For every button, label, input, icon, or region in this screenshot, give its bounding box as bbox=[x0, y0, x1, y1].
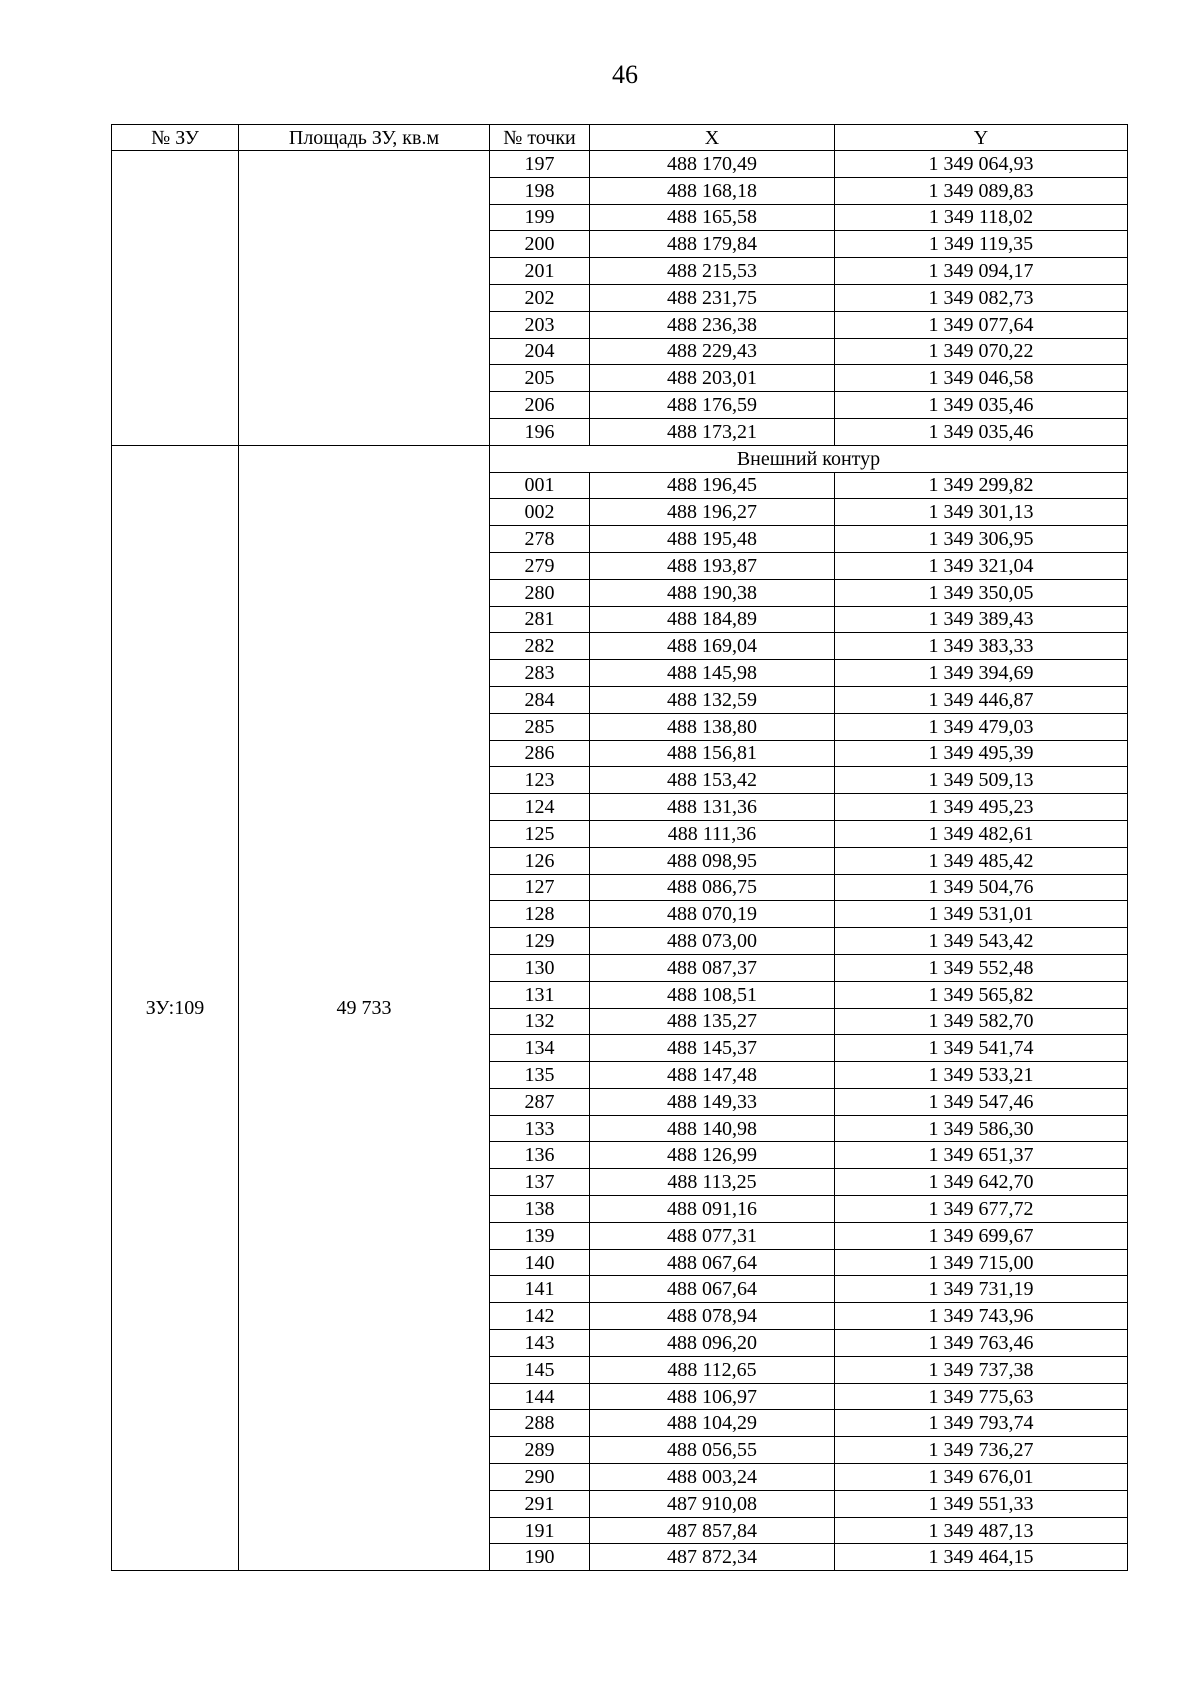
y-coordinate-cell: 1 349 119,35 bbox=[835, 231, 1128, 258]
coordinates-table bbox=[111, 124, 1128, 1571]
point-number-cell: 285 bbox=[490, 713, 590, 740]
x-coordinate-cell: 488 126,99 bbox=[590, 1142, 835, 1169]
point-number-cell: 127 bbox=[490, 874, 590, 901]
point-number-cell: 289 bbox=[490, 1437, 590, 1464]
x-coordinate-cell: 488 165,58 bbox=[590, 204, 835, 231]
x-coordinate-cell: 488 145,98 bbox=[590, 660, 835, 687]
y-coordinate-cell: 1 349 464,15 bbox=[835, 1544, 1128, 1571]
y-coordinate-cell: 1 349 485,42 bbox=[835, 847, 1128, 874]
x-coordinate-cell: 488 215,53 bbox=[590, 258, 835, 285]
y-coordinate-cell: 1 349 299,82 bbox=[835, 472, 1128, 499]
point-number-cell: 140 bbox=[490, 1249, 590, 1276]
point-number-cell: 279 bbox=[490, 552, 590, 579]
header-parcel-number: № ЗУ bbox=[112, 125, 239, 151]
x-coordinate-cell: 487 857,84 bbox=[590, 1517, 835, 1544]
point-number-cell: 123 bbox=[490, 767, 590, 794]
point-number-cell: 287 bbox=[490, 1088, 590, 1115]
x-coordinate-cell: 488 078,94 bbox=[590, 1303, 835, 1330]
y-coordinate-cell: 1 349 046,58 bbox=[835, 365, 1128, 392]
y-coordinate-cell: 1 349 035,46 bbox=[835, 418, 1128, 445]
parcel-area-cell: 49 733 bbox=[239, 445, 490, 1570]
point-number-cell: 138 bbox=[490, 1196, 590, 1223]
x-coordinate-cell: 488 003,24 bbox=[590, 1464, 835, 1491]
point-number-cell: 288 bbox=[490, 1410, 590, 1437]
y-coordinate-cell: 1 349 743,96 bbox=[835, 1303, 1128, 1330]
parcel-number-cell bbox=[112, 151, 239, 446]
point-number-cell: 136 bbox=[490, 1142, 590, 1169]
point-number-cell: 139 bbox=[490, 1222, 590, 1249]
y-coordinate-cell: 1 349 793,74 bbox=[835, 1410, 1128, 1437]
point-number-cell: 141 bbox=[490, 1276, 590, 1303]
x-coordinate-cell: 488 229,43 bbox=[590, 338, 835, 365]
y-coordinate-cell: 1 349 394,69 bbox=[835, 660, 1128, 687]
x-coordinate-cell: 488 135,27 bbox=[590, 1008, 835, 1035]
point-number-cell: 201 bbox=[490, 258, 590, 285]
x-coordinate-cell: 488 098,95 bbox=[590, 847, 835, 874]
point-number-cell: 199 bbox=[490, 204, 590, 231]
y-coordinate-cell: 1 349 552,48 bbox=[835, 954, 1128, 981]
y-coordinate-cell: 1 349 543,42 bbox=[835, 928, 1128, 955]
y-coordinate-cell: 1 349 676,01 bbox=[835, 1464, 1128, 1491]
point-number-cell: 135 bbox=[490, 1062, 590, 1089]
point-number-cell: 001 bbox=[490, 472, 590, 499]
x-coordinate-cell: 488 193,87 bbox=[590, 552, 835, 579]
y-coordinate-cell: 1 349 495,39 bbox=[835, 740, 1128, 767]
y-coordinate-cell: 1 349 763,46 bbox=[835, 1330, 1128, 1357]
x-coordinate-cell: 488 156,81 bbox=[590, 740, 835, 767]
x-coordinate-cell: 488 067,64 bbox=[590, 1276, 835, 1303]
y-coordinate-cell: 1 349 547,46 bbox=[835, 1088, 1128, 1115]
y-coordinate-cell: 1 349 446,87 bbox=[835, 686, 1128, 713]
y-coordinate-cell: 1 349 582,70 bbox=[835, 1008, 1128, 1035]
x-coordinate-cell: 488 106,97 bbox=[590, 1383, 835, 1410]
point-number-cell: 282 bbox=[490, 633, 590, 660]
point-number-cell: 200 bbox=[490, 231, 590, 258]
x-coordinate-cell: 488 231,75 bbox=[590, 284, 835, 311]
table-body bbox=[112, 151, 1128, 1571]
y-coordinate-cell: 1 349 642,70 bbox=[835, 1169, 1128, 1196]
point-number-cell: 137 bbox=[490, 1169, 590, 1196]
point-number-cell: 126 bbox=[490, 847, 590, 874]
x-coordinate-cell: 488 056,55 bbox=[590, 1437, 835, 1464]
y-coordinate-cell: 1 349 077,64 bbox=[835, 311, 1128, 338]
y-coordinate-cell: 1 349 541,74 bbox=[835, 1035, 1128, 1062]
point-number-cell: 206 bbox=[490, 392, 590, 419]
table-row bbox=[112, 151, 1128, 178]
point-number-cell: 198 bbox=[490, 177, 590, 204]
header-row bbox=[112, 125, 1128, 151]
point-number-cell: 144 bbox=[490, 1383, 590, 1410]
point-number-cell: 290 bbox=[490, 1464, 590, 1491]
y-coordinate-cell: 1 349 118,02 bbox=[835, 204, 1128, 231]
point-number-cell: 134 bbox=[490, 1035, 590, 1062]
y-coordinate-cell: 1 349 383,33 bbox=[835, 633, 1128, 660]
x-coordinate-cell: 488 147,48 bbox=[590, 1062, 835, 1089]
x-coordinate-cell: 488 196,27 bbox=[590, 499, 835, 526]
y-coordinate-cell: 1 349 070,22 bbox=[835, 338, 1128, 365]
x-coordinate-cell: 488 190,38 bbox=[590, 579, 835, 606]
y-coordinate-cell: 1 349 094,17 bbox=[835, 258, 1128, 285]
header-y: Y bbox=[835, 125, 1128, 151]
point-number-cell: 280 bbox=[490, 579, 590, 606]
x-coordinate-cell: 488 104,29 bbox=[590, 1410, 835, 1437]
point-number-cell: 283 bbox=[490, 660, 590, 687]
x-coordinate-cell: 488 112,65 bbox=[590, 1356, 835, 1383]
point-number-cell: 133 bbox=[490, 1115, 590, 1142]
table-header bbox=[112, 125, 1128, 151]
y-coordinate-cell: 1 349 731,19 bbox=[835, 1276, 1128, 1303]
subheader-row bbox=[112, 445, 1128, 472]
y-coordinate-cell: 1 349 082,73 bbox=[835, 284, 1128, 311]
page-number: 46 bbox=[612, 60, 638, 89]
y-coordinate-cell: 1 349 699,67 bbox=[835, 1222, 1128, 1249]
y-coordinate-cell: 1 349 064,93 bbox=[835, 151, 1128, 178]
y-coordinate-cell: 1 349 586,30 bbox=[835, 1115, 1128, 1142]
x-coordinate-cell: 488 077,31 bbox=[590, 1222, 835, 1249]
y-coordinate-cell: 1 349 509,13 bbox=[835, 767, 1128, 794]
point-number-cell: 284 bbox=[490, 686, 590, 713]
x-coordinate-cell: 488 173,21 bbox=[590, 418, 835, 445]
x-coordinate-cell: 488 170,49 bbox=[590, 151, 835, 178]
y-coordinate-cell: 1 349 677,72 bbox=[835, 1196, 1128, 1223]
x-coordinate-cell: 488 132,59 bbox=[590, 686, 835, 713]
point-number-cell: 286 bbox=[490, 740, 590, 767]
y-coordinate-cell: 1 349 533,21 bbox=[835, 1062, 1128, 1089]
point-number-cell: 281 bbox=[490, 606, 590, 633]
y-coordinate-cell: 1 349 089,83 bbox=[835, 177, 1128, 204]
point-number-cell: 129 bbox=[490, 928, 590, 955]
x-coordinate-cell: 487 910,08 bbox=[590, 1490, 835, 1517]
point-number-cell: 203 bbox=[490, 311, 590, 338]
parcel-area-cell bbox=[239, 151, 490, 446]
x-coordinate-cell: 488 138,80 bbox=[590, 713, 835, 740]
point-number-cell: 204 bbox=[490, 338, 590, 365]
y-coordinate-cell: 1 349 495,23 bbox=[835, 794, 1128, 821]
y-coordinate-cell: 1 349 551,33 bbox=[835, 1490, 1128, 1517]
y-coordinate-cell: 1 349 306,95 bbox=[835, 526, 1128, 553]
point-number-cell: 202 bbox=[490, 284, 590, 311]
x-coordinate-cell: 487 872,34 bbox=[590, 1544, 835, 1571]
y-coordinate-cell: 1 349 651,37 bbox=[835, 1142, 1128, 1169]
header-x: X bbox=[590, 125, 835, 151]
point-number-cell: 145 bbox=[490, 1356, 590, 1383]
point-number-cell: 291 bbox=[490, 1490, 590, 1517]
x-coordinate-cell: 488 096,20 bbox=[590, 1330, 835, 1357]
x-coordinate-cell: 488 195,48 bbox=[590, 526, 835, 553]
x-coordinate-cell: 488 169,04 bbox=[590, 633, 835, 660]
y-coordinate-cell: 1 349 321,04 bbox=[835, 552, 1128, 579]
y-coordinate-cell: 1 349 736,27 bbox=[835, 1437, 1128, 1464]
y-coordinate-cell: 1 349 565,82 bbox=[835, 981, 1128, 1008]
y-coordinate-cell: 1 349 504,76 bbox=[835, 874, 1128, 901]
y-coordinate-cell: 1 349 301,13 bbox=[835, 499, 1128, 526]
header-point-number: № точки bbox=[490, 125, 590, 151]
y-coordinate-cell: 1 349 350,05 bbox=[835, 579, 1128, 606]
x-coordinate-cell: 488 091,16 bbox=[590, 1196, 835, 1223]
y-coordinate-cell: 1 349 479,03 bbox=[835, 713, 1128, 740]
y-coordinate-cell: 1 349 775,63 bbox=[835, 1383, 1128, 1410]
y-coordinate-cell: 1 349 531,01 bbox=[835, 901, 1128, 928]
x-coordinate-cell: 488 073,00 bbox=[590, 928, 835, 955]
x-coordinate-cell: 488 067,64 bbox=[590, 1249, 835, 1276]
x-coordinate-cell: 488 108,51 bbox=[590, 981, 835, 1008]
point-number-cell: 131 bbox=[490, 981, 590, 1008]
x-coordinate-cell: 488 111,36 bbox=[590, 820, 835, 847]
header-parcel-area: Площадь ЗУ, кв.м bbox=[239, 125, 490, 151]
point-number-cell: 205 bbox=[490, 365, 590, 392]
x-coordinate-cell: 488 145,37 bbox=[590, 1035, 835, 1062]
x-coordinate-cell: 488 176,59 bbox=[590, 392, 835, 419]
y-coordinate-cell: 1 349 482,61 bbox=[835, 820, 1128, 847]
point-number-cell: 130 bbox=[490, 954, 590, 981]
point-number-cell: 278 bbox=[490, 526, 590, 553]
point-number-cell: 191 bbox=[490, 1517, 590, 1544]
point-number-cell: 196 bbox=[490, 418, 590, 445]
x-coordinate-cell: 488 113,25 bbox=[590, 1169, 835, 1196]
x-coordinate-cell: 488 179,84 bbox=[590, 231, 835, 258]
point-number-cell: 197 bbox=[490, 151, 590, 178]
x-coordinate-cell: 488 086,75 bbox=[590, 874, 835, 901]
y-coordinate-cell: 1 349 035,46 bbox=[835, 392, 1128, 419]
x-coordinate-cell: 488 087,37 bbox=[590, 954, 835, 981]
point-number-cell: 125 bbox=[490, 820, 590, 847]
contour-subheader: Внешний контур bbox=[490, 445, 1128, 472]
x-coordinate-cell: 488 168,18 bbox=[590, 177, 835, 204]
point-number-cell: 190 bbox=[490, 1544, 590, 1571]
y-coordinate-cell: 1 349 487,13 bbox=[835, 1517, 1128, 1544]
x-coordinate-cell: 488 236,38 bbox=[590, 311, 835, 338]
point-number-cell: 002 bbox=[490, 499, 590, 526]
point-number-cell: 128 bbox=[490, 901, 590, 928]
y-coordinate-cell: 1 349 737,38 bbox=[835, 1356, 1128, 1383]
x-coordinate-cell: 488 149,33 bbox=[590, 1088, 835, 1115]
x-coordinate-cell: 488 131,36 bbox=[590, 794, 835, 821]
x-coordinate-cell: 488 203,01 bbox=[590, 365, 835, 392]
parcel-number-cell: ЗУ:109 bbox=[112, 445, 239, 1570]
x-coordinate-cell: 488 153,42 bbox=[590, 767, 835, 794]
point-number-cell: 124 bbox=[490, 794, 590, 821]
y-coordinate-cell: 1 349 715,00 bbox=[835, 1249, 1128, 1276]
point-number-cell: 143 bbox=[490, 1330, 590, 1357]
point-number-cell: 142 bbox=[490, 1303, 590, 1330]
point-number-cell: 132 bbox=[490, 1008, 590, 1035]
x-coordinate-cell: 488 196,45 bbox=[590, 472, 835, 499]
y-coordinate-cell: 1 349 389,43 bbox=[835, 606, 1128, 633]
x-coordinate-cell: 488 184,89 bbox=[590, 606, 835, 633]
x-coordinate-cell: 488 070,19 bbox=[590, 901, 835, 928]
x-coordinate-cell: 488 140,98 bbox=[590, 1115, 835, 1142]
